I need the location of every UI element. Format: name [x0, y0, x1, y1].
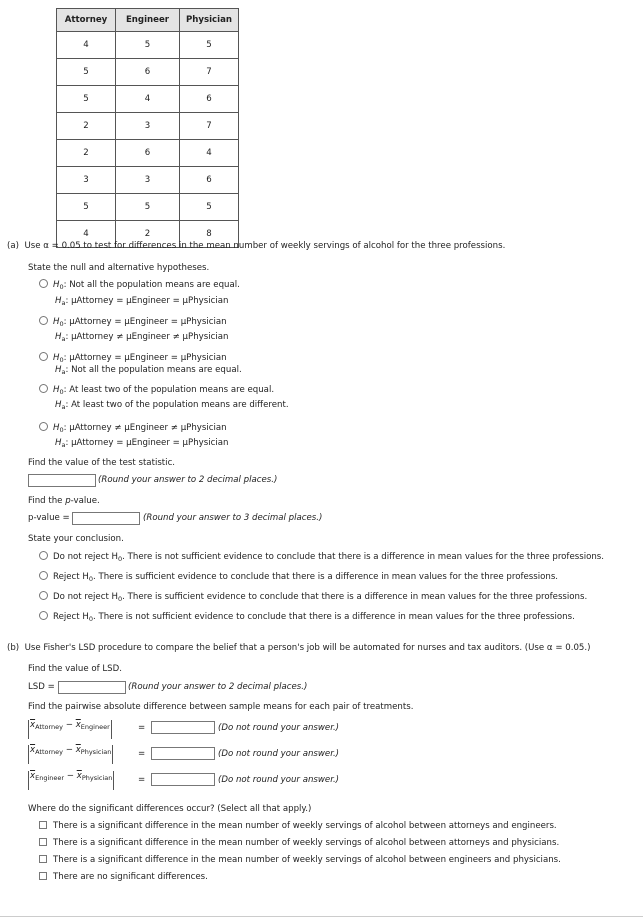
- hypothesis-option-5[interactable]: $H_0$: μAttorney ≠ μEngineer ≠ μPhysician: [39, 422, 227, 433]
- checkbox[interactable]: [39, 855, 47, 863]
- table-cell: 4: [180, 140, 239, 167]
- hypothesis-option-4-ha: $H_a$: At least two of the population means are different.: [55, 400, 289, 411]
- checkbox[interactable]: [39, 821, 47, 829]
- significance-option-3[interactable]: There is a significant difference in the mean number of weekly servings of alcohol between engineers and physicians.: [39, 855, 561, 865]
- significance-option-4[interactable]: There are no significant differences.: [39, 872, 208, 882]
- table-cell: 7: [180, 59, 239, 86]
- test-statistic-hint: (Round your answer to 2 decimal places.): [98, 475, 278, 485]
- pair-difference-expression: $\overline{x}_{Engineer} - \overline{x}_{Physician}$: [28, 771, 114, 790]
- hypothesis-option-3-ha: $H_a$: Not all the population means are equal.: [55, 365, 242, 376]
- part-a-instruction: (a) Use α = 0.05 to test for differences in the mean number of weekly servings of alcohol for the three professions.: [7, 241, 506, 251]
- radio-button[interactable]: [39, 422, 48, 431]
- table-row: [57, 194, 239, 221]
- checkbox[interactable]: [39, 838, 47, 846]
- pair-3-input[interactable]: [151, 773, 215, 786]
- table-cell: 3: [116, 167, 180, 194]
- radio-button[interactable]: [39, 352, 48, 361]
- table-cell: 6: [180, 167, 239, 194]
- find-p-value-label: Find the p-value.: [28, 496, 100, 506]
- equals-sign: =: [138, 749, 146, 759]
- data-table: [56, 8, 239, 248]
- table-cell: 2: [57, 140, 116, 167]
- conclusion-option-3[interactable]: Do not reject $H_0$. There is sufficient evidence to conclude that there is a difference in mean values for the three professions.: [39, 591, 587, 602]
- table-header-row: [57, 9, 239, 32]
- equals-sign: =: [138, 723, 146, 733]
- part-b-instruction: (b) Use Fisher's LSD procedure to compare the belief that a person's job will be automated for nurses and tax auditors. (Use α = 0.05.): [7, 643, 591, 653]
- table-cell: 4: [57, 221, 116, 248]
- table-cell: 6: [180, 86, 239, 113]
- pairwise-label: Find the pairwise absolute difference between sample means for each pair of treatments.: [28, 702, 414, 712]
- table-cell: 4: [57, 32, 116, 59]
- table-row: [57, 140, 239, 167]
- pair-difference-expression: $\overline{x}_{Attorney} - \overline{x}_{Physician}$: [28, 745, 113, 764]
- conclusion-label: State your conclusion.: [28, 534, 124, 544]
- table-cell: 5: [57, 86, 116, 113]
- radio-button[interactable]: [39, 279, 48, 288]
- table-cell: 5: [116, 32, 180, 59]
- table-cell: 5: [57, 194, 116, 221]
- column-header: Physician: [180, 9, 239, 32]
- p-value-hint: (Round your answer to 3 decimal places.): [143, 513, 323, 523]
- table-cell: 8: [180, 221, 239, 248]
- hypothesis-option-2[interactable]: $H_0$: μAttorney = μEngineer = μPhysician: [39, 316, 227, 327]
- radio-button[interactable]: [39, 611, 48, 620]
- find-test-statistic-label: Find the value of the test statistic.: [28, 458, 176, 468]
- test-statistic-input[interactable]: [28, 474, 96, 487]
- radio-button[interactable]: [39, 384, 48, 393]
- table-row: [57, 59, 239, 86]
- radio-button[interactable]: [39, 571, 48, 580]
- pair-hint: (Do not round your answer.): [218, 749, 340, 759]
- hypothesis-option-4[interactable]: $H_0$: At least two of the population means are equal.: [39, 384, 274, 395]
- significant-differences-label: Where do the significant differences occur? (Select all that apply.): [28, 804, 312, 814]
- table-row: [57, 113, 239, 140]
- find-lsd-label: Find the value of LSD.: [28, 664, 122, 674]
- hypothesis-option-1-ha: $H_a$: μAttorney = μEngineer = μPhysician: [55, 296, 229, 307]
- column-header: Engineer: [116, 9, 180, 32]
- hypothesis-option-2-ha: $H_a$: μAttorney ≠ μEngineer ≠ μPhysician: [55, 332, 229, 343]
- table-row: [57, 86, 239, 113]
- hypothesis-option-3[interactable]: $H_0$: μAttorney = μEngineer = μPhysician: [39, 352, 227, 363]
- p-value-label: p-value =: [28, 513, 70, 523]
- table-body: [57, 32, 239, 248]
- conclusion-option-1[interactable]: Do not reject $H_0$. There is not sufficient evidence to conclude that there is a difference in mean values for the three professions.: [39, 551, 604, 562]
- table-cell: 6: [116, 59, 180, 86]
- pair-hint: (Do not round your answer.): [218, 723, 340, 733]
- table-row: [57, 32, 239, 59]
- radio-button[interactable]: [39, 551, 48, 560]
- table-cell: 4: [116, 86, 180, 113]
- table-cell: 2: [116, 221, 180, 248]
- lsd-label: LSD =: [28, 682, 55, 692]
- table-cell: 7: [180, 113, 239, 140]
- column-header: Attorney: [57, 9, 116, 32]
- p-value-input[interactable]: [72, 512, 140, 525]
- table-cell: 5: [180, 194, 239, 221]
- pair-2-input[interactable]: [151, 747, 215, 760]
- radio-button[interactable]: [39, 316, 48, 325]
- conclusion-option-4[interactable]: Reject $H_0$. There is not sufficient evidence to conclude that there is a difference in mean values for the three professions.: [39, 611, 575, 622]
- conclusion-option-2[interactable]: Reject $H_0$. There is sufficient evidence to conclude that there is a difference in mean values for the three professions.: [39, 571, 558, 582]
- table-cell: 2: [57, 113, 116, 140]
- table-cell: 6: [116, 140, 180, 167]
- pair-difference-expression: $\overline{x}_{Attorney} - \overline{x}_{Engineer}$: [28, 720, 112, 739]
- table-row: [57, 167, 239, 194]
- table-cell: 5: [116, 194, 180, 221]
- table-cell: 3: [116, 113, 180, 140]
- lsd-input[interactable]: [58, 681, 126, 694]
- pair-hint: (Do not round your answer.): [218, 775, 340, 785]
- lsd-hint: (Round your answer to 2 decimal places.): [128, 682, 308, 692]
- significance-option-2[interactable]: There is a significant difference in the mean number of weekly servings of alcohol between attorneys and physicians.: [39, 838, 559, 848]
- bottom-divider: [0, 916, 643, 917]
- pair-1-input[interactable]: [151, 721, 215, 734]
- table-cell: 5: [180, 32, 239, 59]
- hypothesis-option-1[interactable]: $H_0$: Not all the population means are equal.: [39, 279, 240, 290]
- hypothesis-option-5-ha: $H_a$: μAttorney = μEngineer = μPhysician: [55, 438, 229, 449]
- significance-option-1[interactable]: There is a significant difference in the mean number of weekly servings of alcohol between attorneys and engineers.: [39, 821, 557, 831]
- equals-sign: =: [138, 775, 146, 785]
- radio-button[interactable]: [39, 591, 48, 600]
- table-cell: 5: [57, 59, 116, 86]
- checkbox[interactable]: [39, 872, 47, 880]
- state-hypotheses-label: State the null and alternative hypotheses.: [28, 263, 210, 273]
- table-cell: 3: [57, 167, 116, 194]
